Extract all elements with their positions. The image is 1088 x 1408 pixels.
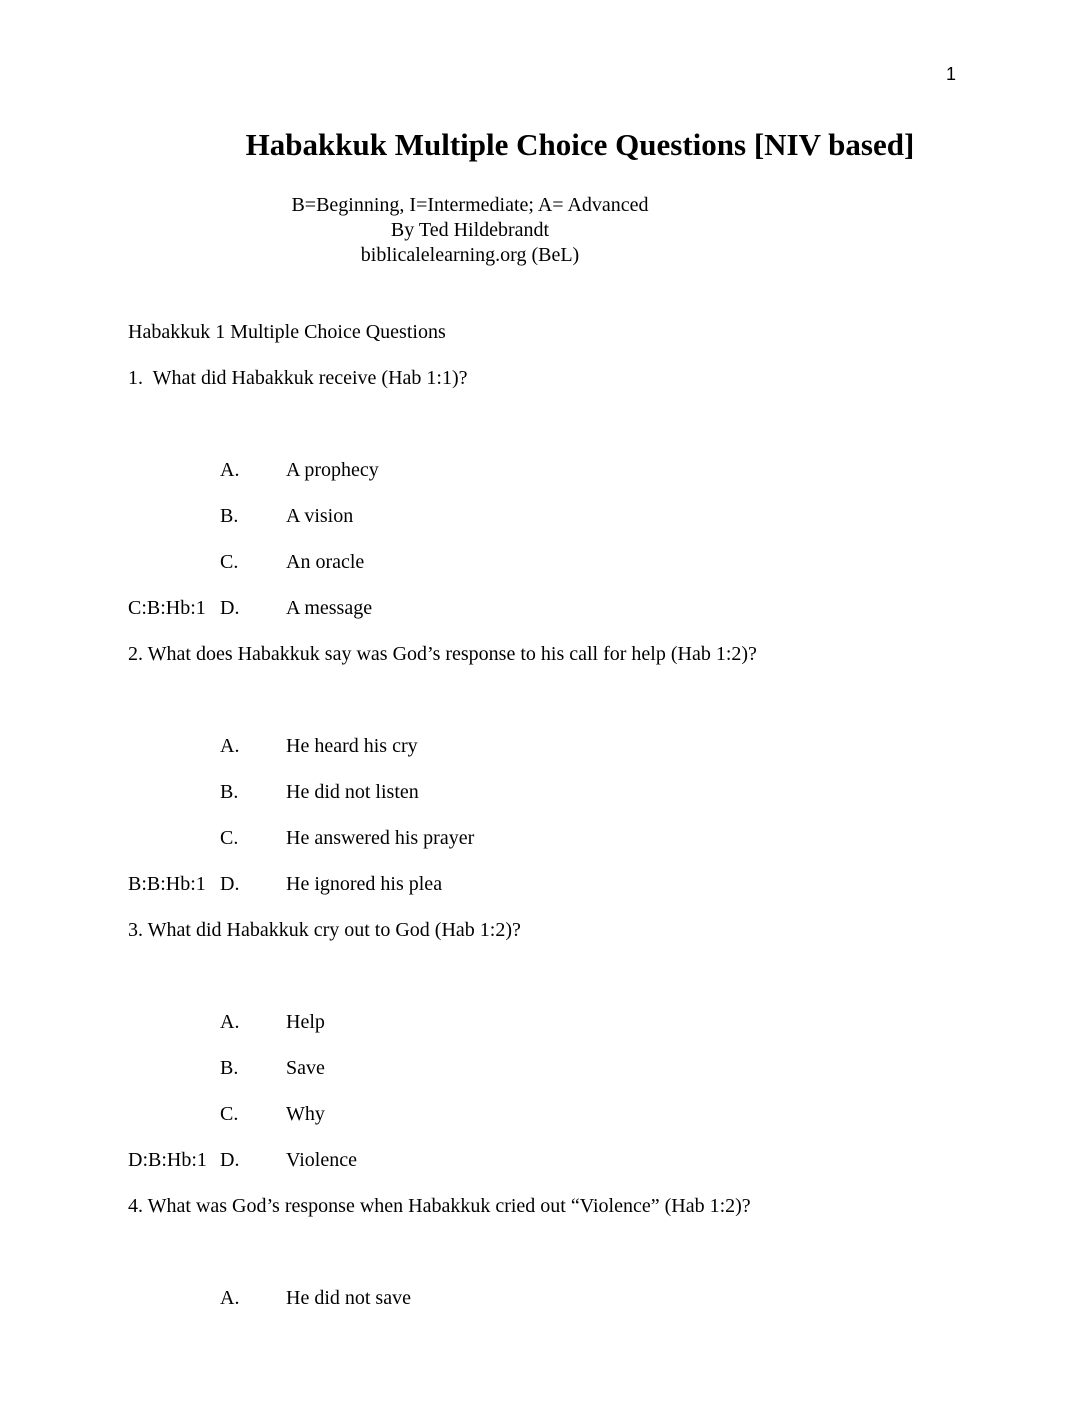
question-3-option-a — [128, 953, 960, 1033]
option-text: Violence — [286, 1149, 357, 1171]
question-1-answer-key: C:B:Hb:1 — [128, 597, 206, 619]
option-letter: A. — [220, 1287, 240, 1309]
section-heading: Habakkuk 1 Multiple Choice Questions — [128, 321, 446, 343]
option-text: A message — [286, 597, 373, 619]
subtitle-line-author: By Ted Hildebrandt — [390, 219, 550, 241]
question-4-text: 4. What was God’s response when Habakkuk cried out “Violence” (Hab 1:2)? — [128, 1195, 751, 1217]
document-body — [128, 309, 960, 1309]
option-letter: B. — [220, 781, 239, 803]
option-text: He heard his cry — [286, 735, 418, 757]
option-text: A vision — [286, 505, 354, 527]
option-text: He ignored his plea — [286, 873, 443, 895]
document-title: Habakkuk Multiple Choice Questions [NIV based] — [245, 127, 915, 162]
option-letter: D. — [220, 1149, 240, 1171]
question-4-option-a — [128, 1229, 960, 1309]
option-text: Why — [286, 1103, 325, 1125]
question-2-text: 2. What does Habakkuk say was God’s response to his call for help (Hab 1:2)? — [128, 643, 757, 665]
option-letter: B. — [220, 1057, 239, 1079]
option-letter: A. — [220, 1011, 240, 1033]
option-letter: C. — [220, 1103, 239, 1125]
option-text: Save — [286, 1057, 325, 1079]
option-letter: B. — [220, 505, 239, 527]
option-text: An oracle — [286, 551, 365, 573]
option-text: A prophecy — [286, 459, 379, 481]
subtitle-line-levels: B=Beginning, I=Intermediate; A= Advanced — [291, 194, 649, 216]
page-number: 1 — [946, 64, 957, 84]
subtitle-line-site: biblicalelearning.org (BeL) — [360, 244, 580, 266]
option-letter: C. — [220, 827, 239, 849]
option-text: He did not save — [286, 1287, 411, 1309]
question-1-text: 1. What did Habakkuk receive (Hab 1:1)? — [128, 367, 468, 389]
option-letter: C. — [220, 551, 239, 573]
question-3-text: 3. What did Habakkuk cry out to God (Hab 1:2)? — [128, 919, 521, 941]
document-subtitle — [0, 193, 940, 268]
option-text: Help — [286, 1011, 325, 1033]
question-3-answer-key: D:B:Hb:1 — [128, 1149, 207, 1171]
option-text: He answered his prayer — [286, 827, 475, 849]
question-1-option-a — [128, 401, 960, 481]
option-letter: D. — [220, 597, 240, 619]
option-text: He did not listen — [286, 781, 419, 803]
question-2-option-a — [128, 677, 960, 757]
option-letter: A. — [220, 735, 240, 757]
option-letter: D. — [220, 873, 240, 895]
question-2-answer-key: B:B:Hb:1 — [128, 873, 206, 895]
option-letter: A. — [220, 459, 240, 481]
